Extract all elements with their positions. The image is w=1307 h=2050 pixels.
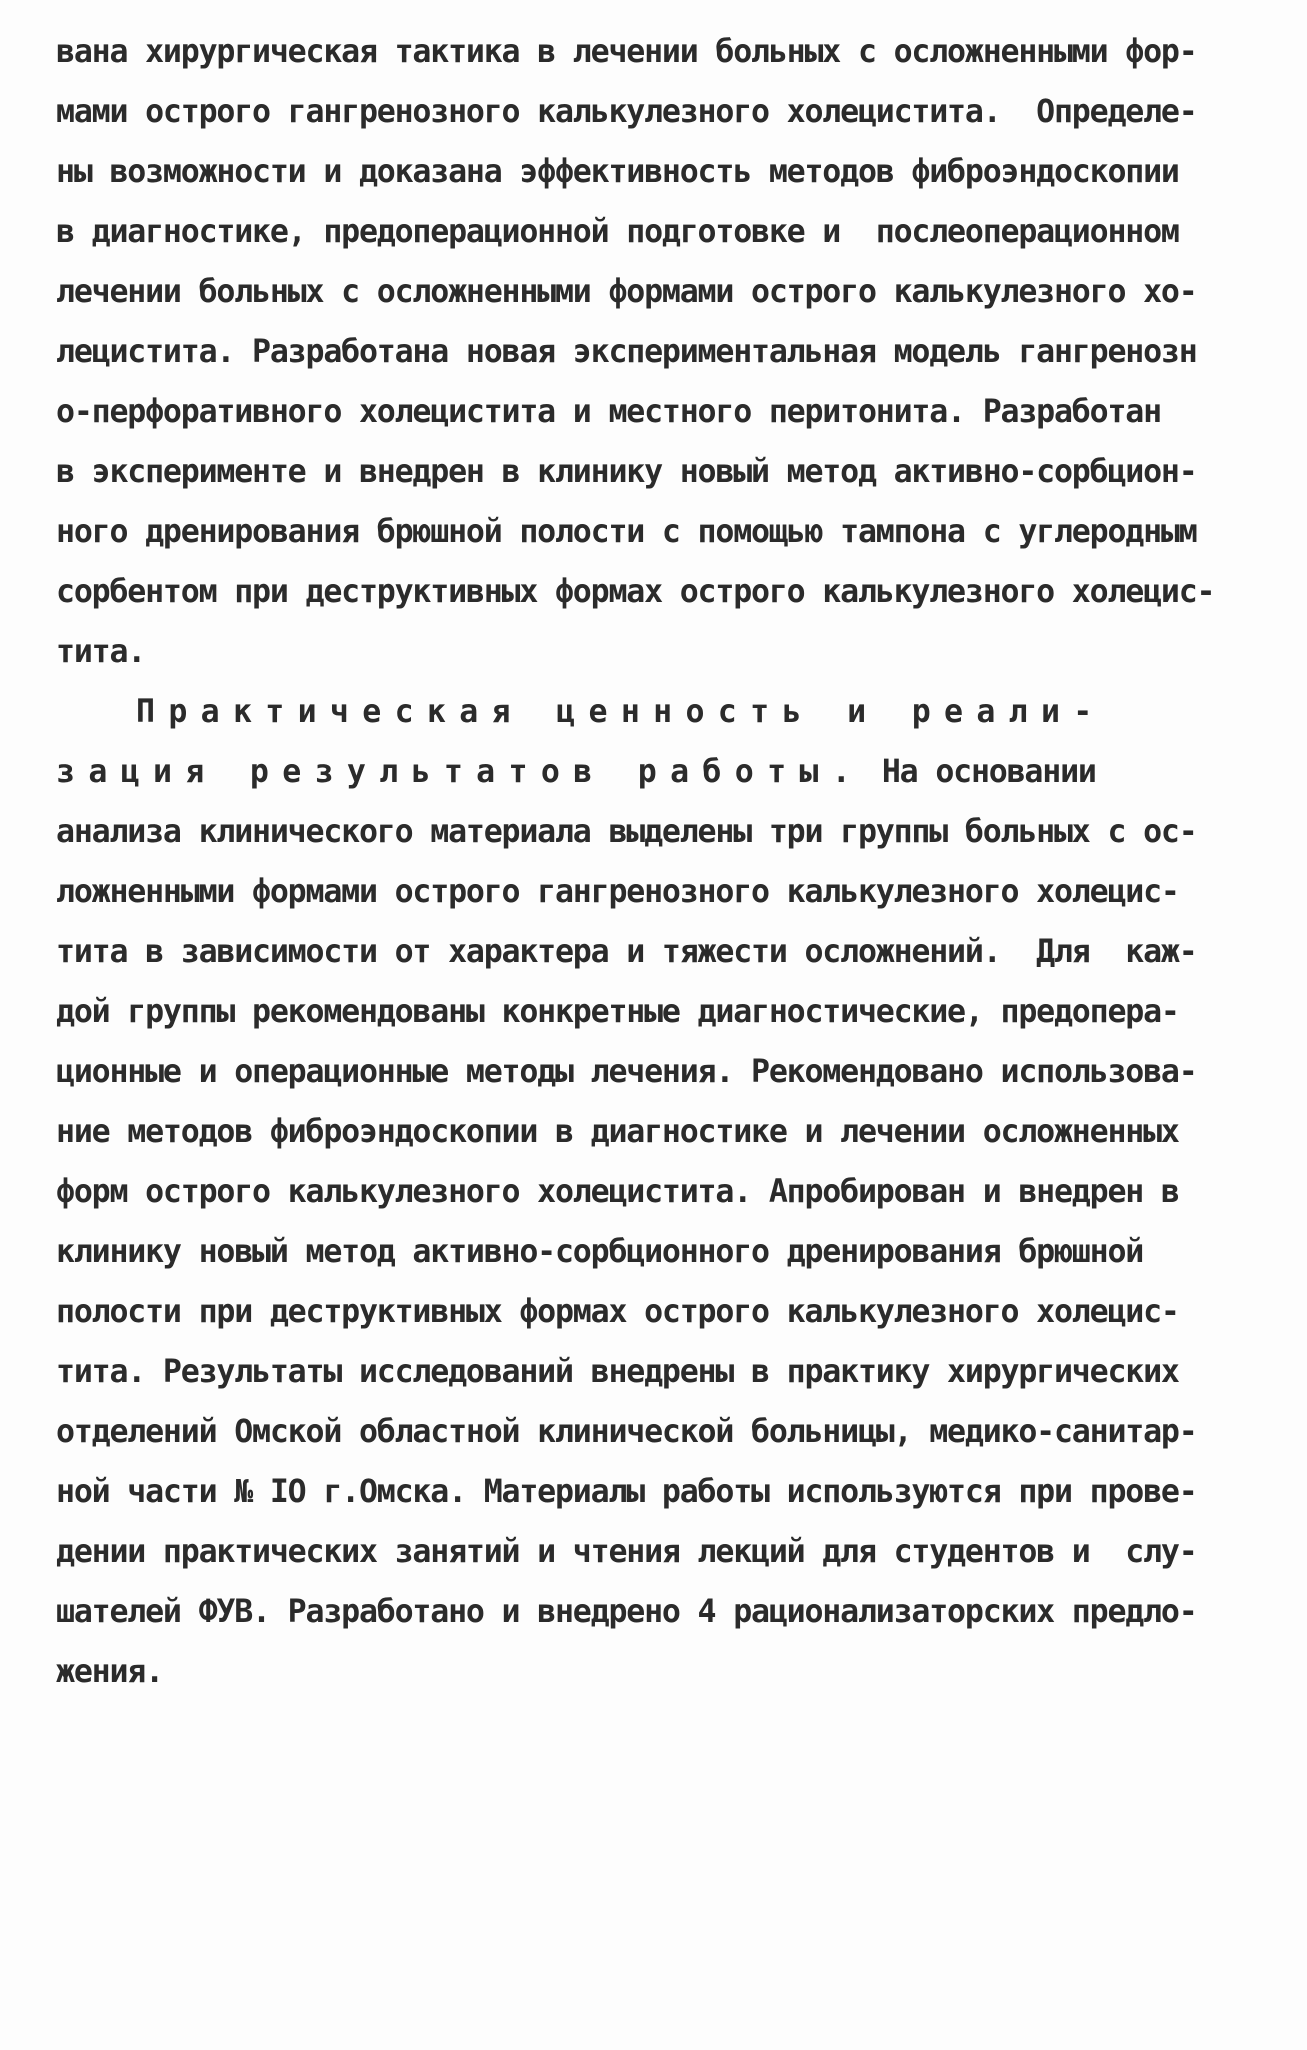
text-line: клинику новый метод активно-сорбционного дренирования брюшной — [56, 1234, 1144, 1270]
section-heading-line — [56, 742, 1256, 802]
section-heading-part2: зация результатов работы. — [56, 754, 865, 790]
text-line: форм острого калькулезного холецистита. Апробирован и внедрен в — [56, 1174, 1179, 1210]
text-line: анализа клинического материала выделены три группы больных с ос- — [56, 814, 1197, 850]
text-line: тита в зависимости от характера и тяжести осложнений. Для каж- — [56, 934, 1197, 970]
text-line: в эксперименте и внедрен в клинику новый метод активно-сорбцион- — [56, 454, 1197, 490]
text-line: ние методов фиброэндоскопии в диагностике и лечении осложненных — [56, 1114, 1179, 1150]
text-line: лечении больных с осложненными формами острого калькулезного хо- — [56, 274, 1197, 310]
text-line-tail — [864, 754, 882, 790]
text-line: в диагностике, предоперационной подготовке и послеоперационном — [56, 214, 1179, 250]
text-line-tail: На основании — [881, 754, 1096, 790]
text-line: жения. — [56, 1654, 163, 1690]
text-line: вана хирургическая тактика в лечении больных с осложненными фор- — [56, 34, 1197, 70]
section-heading-part1: Практическая ценность и реали- — [136, 694, 1106, 730]
text-line: дении практических занятий и чтения лекций для студентов и слу- — [56, 1534, 1197, 1570]
text-line: о-перфоративного холецистита и местного перитонита. Разработан — [56, 394, 1161, 430]
text-line: ционные и операционные методы лечения. Рекомендовано использова- — [56, 1054, 1197, 1090]
text-line: отделений Омской областной клинической больницы, медико-санитар- — [56, 1414, 1197, 1450]
text-line: тита. Результаты исследований внедрены в практику хирургических — [56, 1354, 1179, 1390]
text-line: ного дренирования брюшной полости с помощью тампона с углеродным — [56, 514, 1197, 550]
text-line: ны возможности и доказана эффективность методов фиброэндоскопии — [56, 154, 1179, 190]
text-line: дой группы рекомендованы конкретные диагностические, предопера- — [56, 994, 1179, 1030]
text-line: мами острого гангренозного калькулезного холецистита. Определе- — [56, 94, 1197, 130]
text-line: сорбентом при деструктивных формах острого калькулезного холецис- — [56, 574, 1215, 610]
text-line: ложненными формами острого гангренозного калькулезного холецис- — [56, 874, 1179, 910]
document-text — [56, 22, 1256, 1702]
text-line: тита. — [56, 634, 146, 670]
text-line: лецистита. Разработана новая экспериментальная модель гангренозн — [56, 334, 1197, 370]
text-line: ной части № IO г.Омска. Материалы работы используются при прове- — [56, 1474, 1197, 1510]
section-heading-line — [56, 682, 1256, 742]
text-line: шателей ФУВ. Разработано и внедрено 4 рационализаторских предло- — [56, 1594, 1197, 1630]
text-line: полости при деструктивных формах острого калькулезного холецис- — [56, 1294, 1179, 1330]
